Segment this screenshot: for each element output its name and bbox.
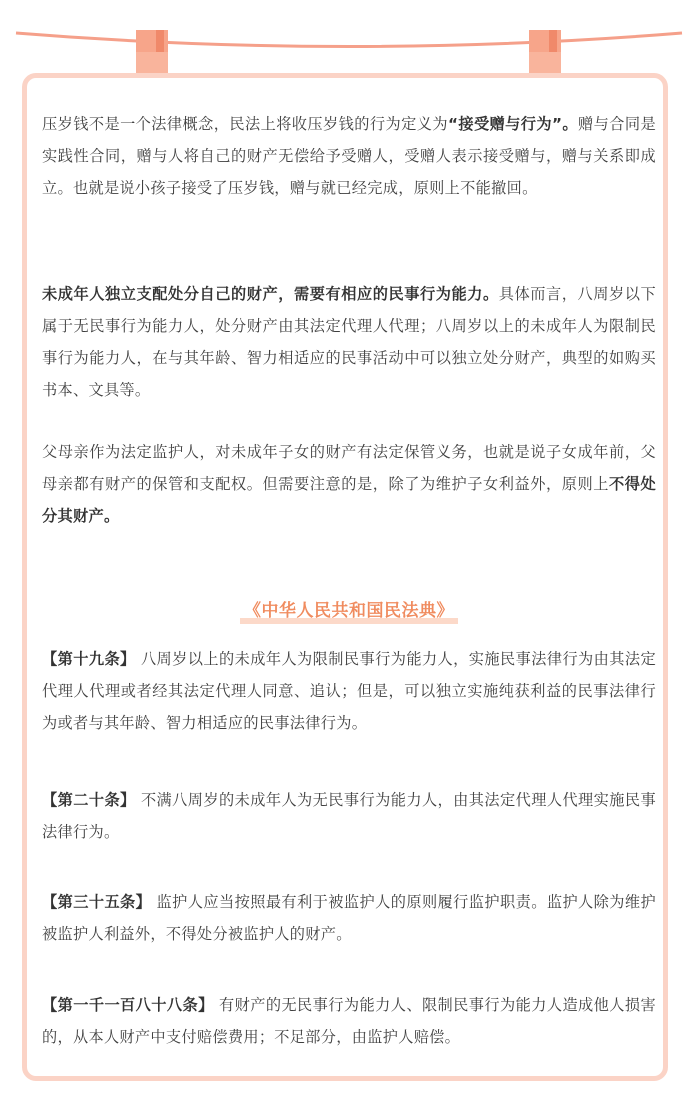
article-19: 【第十九条】 八周岁以上的未成年人为限制民事行为能力人，实施民事法律行为由其法定代理人代理或者经其法定代理人同意、追认；但是，可以独立实施纯获利益的民事法律行为或者与其年龄、智力相适应的民事法律行为。 — [42, 650, 656, 732]
article-35: 【第三十五条】 监护人应当按照最有利于被监护人的原则履行监护职责。监护人除为维护被监护人利益外，不得处分被监护人的财产。 — [42, 893, 656, 943]
paragraph-2: 未成年人独立支配处分自己的财产，需要有相应的民事行为能力。具体而言，八周岁以下属于无民事行为能力人，处分财产由其法定代理人代理；八周岁以上的未成年人为限制民事行为能力人，在与其年龄、智力相适应的民事活动中可以独立处分财产，典型的如购买书本、文具等。 — [42, 285, 657, 399]
section-title: 《中华人民共和国民法典》 — [42, 596, 656, 624]
paragraph-3: 父母亲作为法定监护人，对未成年子女的财产有法定保管义务，也就是说子女成年前，父母亲都有财产的保管和支配权。但需要注意的是，除了为维护子女利益外，原则上不得处分其财产。 — [42, 443, 656, 525]
decorative-rope — [0, 0, 698, 70]
article-20: 【第二十条】 不满八周岁的未成年人为无民事行为能力人，由其法定代理人代理实施民事法律行为。 — [42, 791, 656, 841]
article-1188: 【第一千一百八十八条】 有财产的无民事行为能力人、限制民事行为能力人造成他人损害的，从本人财产中支付赔偿费用；不足部分，由监护人赔偿。 — [42, 996, 656, 1046]
paragraph-1: 压岁钱不是一个法律概念，民法上将收压岁钱的行为定义为“接受赠与行为”。赠与合同是实践性合同，赠与人将自己的财产无偿给予受赠人，受赠人表示接受赠与，赠与关系即成立。也就是说小孩子接受了压岁钱，赠与就已经完成，原则上不能撤回。 — [42, 115, 656, 197]
